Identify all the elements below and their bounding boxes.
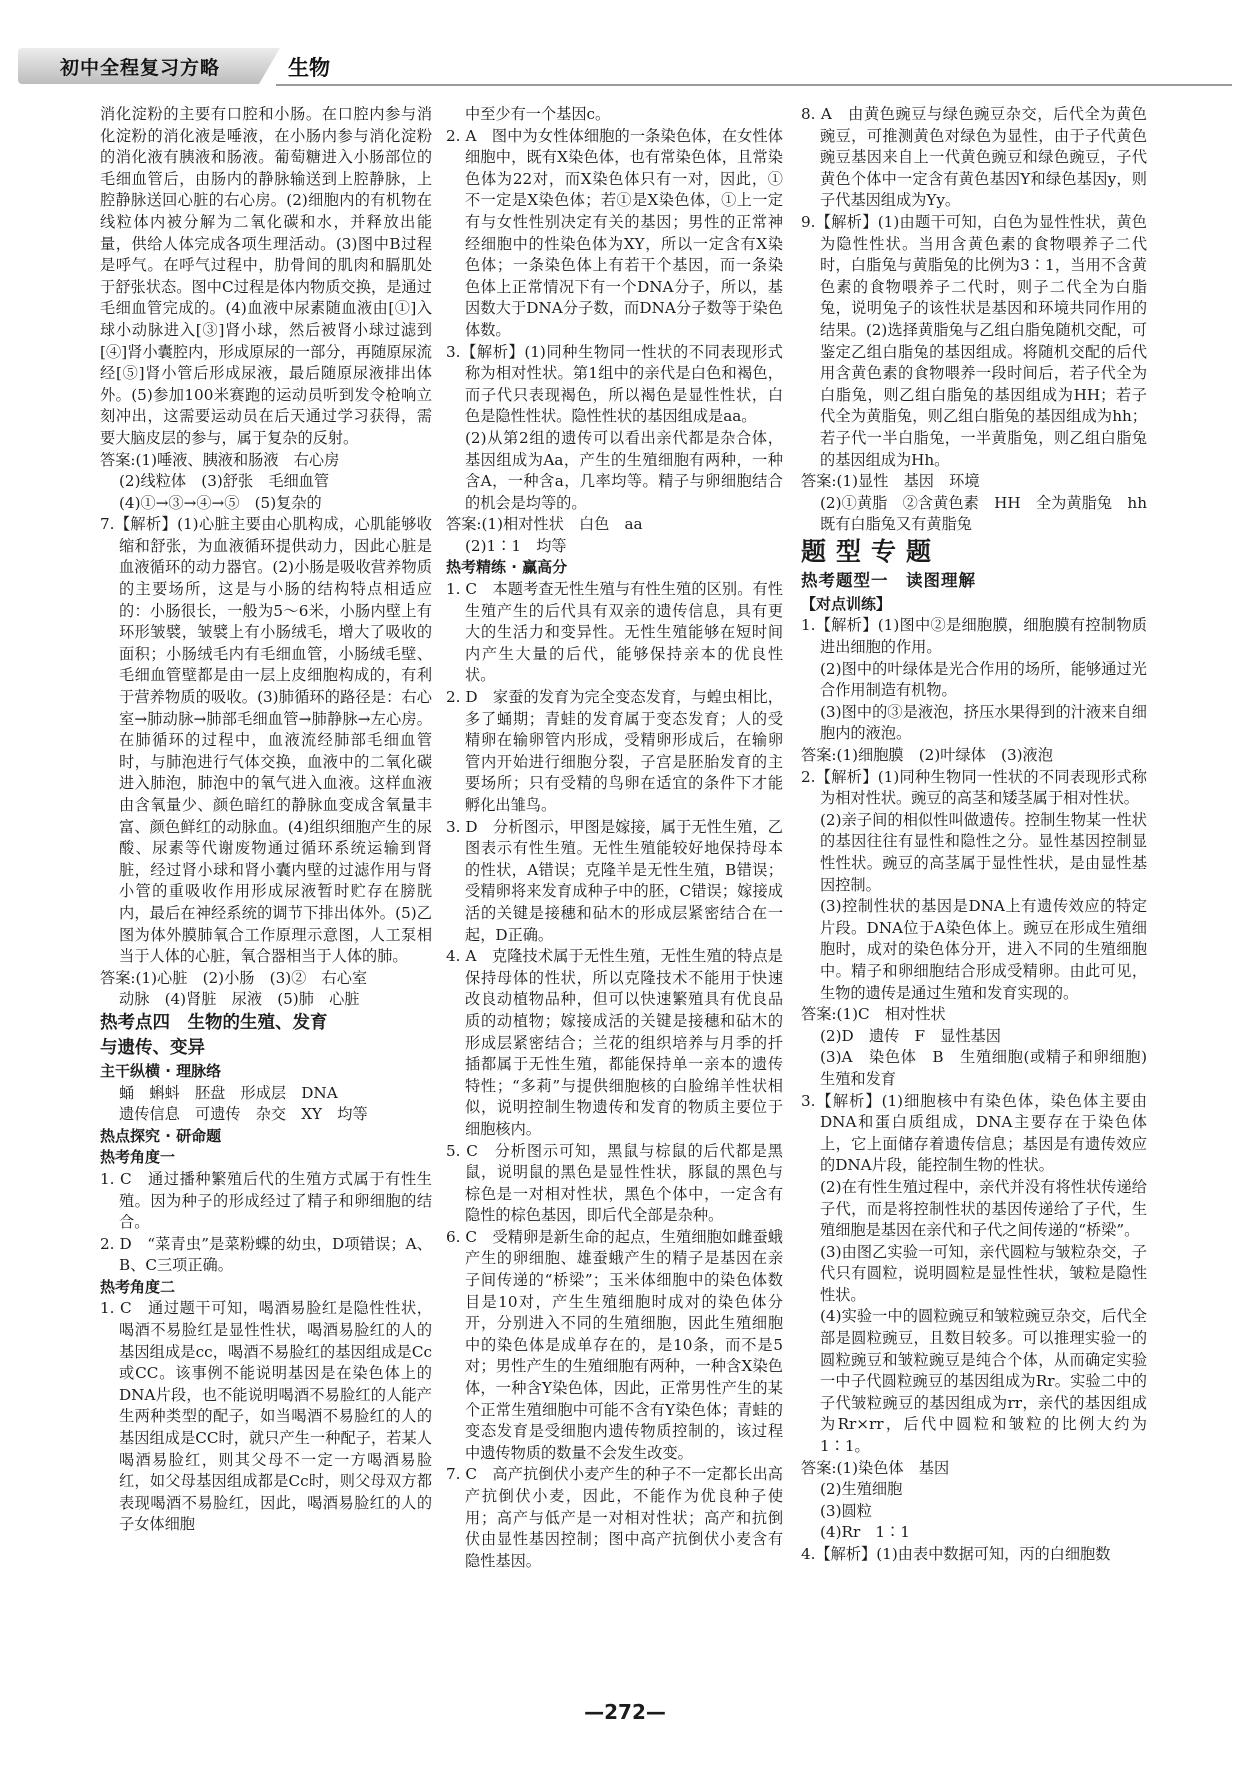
answer-item: 3.【解析】(1)同种生物同一性状的不同表现形式称为相对性状。第1组中的亲代是白色和褐色，而子代只表现褐色，所以褐色是显性性状，白色是隐性性状。隐性性状的基因组成是aa。: [446, 342, 783, 426]
answer-item: 2.【解析】(1)同种生物同一性状的不同表现形式称为相对性状。豌豆的高茎和矮茎属于相对性状。: [801, 767, 1147, 808]
answer-line: (2)图中的叶绿体是光合作用的场所，能够通过光合作用制造有机物。: [820, 659, 1147, 700]
column-right: [801, 104, 1163, 1566]
answer-key: 答案:(1)唾液、胰液和肠液 右心房: [100, 450, 340, 469]
column-middle: [446, 104, 783, 1572]
answer-item: 7. C 高产抗倒伏小麦产生的种子不一定都长出高产抗倒伏小麦，因此，不能作为优良种子使用；高产与低产是一对相对性状；高产和抗倒伏由显性基因控制；图中高产抗倒伏小麦含有隐性基因。: [446, 1465, 783, 1570]
answer-key: 答案:(1)相对性状 白色 aa: [446, 515, 643, 534]
answer-item: 2. D “菜青虫”是菜粉蝶的幼虫，D项错误；A、B、C三项正确。: [100, 1234, 432, 1275]
answer-key: 答案:(1)C 相对性状: [801, 1005, 946, 1024]
answer-line: (2)D 遗传 F 显性基因: [820, 1026, 1001, 1045]
section-title: 热考点四 生物的生殖、发育: [100, 1012, 328, 1033]
answer-line: 蛹 蝌蚪 胚盘 形成层 DNA: [119, 1083, 338, 1102]
answer-key: 答案:(1)心脏 (2)小肠 (3)② 右心室: [100, 968, 368, 987]
answer-line: (2)生殖细胞: [820, 1480, 903, 1499]
answer-item: 1. C 通过播种繁殖后代的生殖方式属于有性生殖。因为种子的形成经过了精子和卵细胞的结合。: [100, 1169, 432, 1232]
answer-item: 7.【解析】(1)心脏主要由心肌构成，心肌能够收缩和舒张，为血液循环提供动力，因此心脏是血液循环的动力器官。(2)小肠是吸收营养物质的主要场所，这是与小肠的结构特点相适应的：小肠很长，一般为5～6米，小肠内壁上有环形皱襞，皱襞上有小肠绒毛，增大了吸收的面积；小肠绒毛内有毛细血管，小肠绒毛壁、毛细血管壁都是由一层上皮细胞构成的，有利于营养物质的吸收。(3)肺循环的路径是：右心室→肺动脉→肺部毛细血管→肺静脉→左心房。在肺循环的过程中，血液流经肺部毛细血管时，与肺泡进行气体交换，血液中的二氧化碳进入肺泡，肺泡中的氧气进入血液。这样血液由含氧量少、颜色暗红的静脉血变成含氧量丰富、颜色鲜红的动脉血。(4)组织细胞产生的尿酸、尿素等代谢废物通过循环系统运输到肾脏，经过肾小球和肾小囊内壁的过滤作用与肾小管的重吸收作用形成尿液暂时贮存在膀胱内，最后在神经系统的调节下排出体外。(5)乙图为体外膜肺氧合工作原理示意图，人工泵相当于人体的心脏，氧合器相当于人体的肺。: [100, 515, 432, 966]
page-number: —272—: [584, 1700, 666, 1724]
answer-key: 答案:(1)显性 基因 环境: [801, 472, 980, 491]
answer-item: 4.【解析】(1)由表中数据可知，丙的白细胞数: [801, 1545, 1111, 1563]
answer-item: 5. C 分析图示可知，黑鼠与棕鼠的后代都是黑鼠，说明鼠的黑色是显性性状，豚鼠的黑色与棕色是一对相对性状，黑色个体中，一定含有隐性的棕色基因，即后代全部是杂种。: [446, 1141, 783, 1225]
answer-line: (2)从第2组的遗传可以看出亲代都是杂合体，基因组成为Aa，产生的生殖细胞有两种，一种含A，一种含a，几率均等。精子与卵细胞结合的机会是均等的。: [465, 428, 783, 512]
answer-item: 9.【解析】(1)由题干可知，白色为显性性状，黄色为隐性性状。当用含黄色素的食物喂养子二代时，白脂兔与黄脂兔的比例为3∶1，当用不含黄色素的食物喂养子二代时，则子二代全为白脂兔，说明兔子的该性状是基因和环境共同作用的结果。(2)选择黄脂兔与乙组白脂兔随机交配，可鉴定乙组白脂兔的基因组成。将随机交配的后代用含黄色素的食物喂养一段时间后，若子代全为白脂兔，则乙组白脂兔的基因组成为HH；若子代全为黄脂兔，则乙组白脂兔的基因组成为hh；若子代一半白脂兔，一半黄脂兔，则乙组白脂兔的基因组成为Hh。: [801, 212, 1147, 469]
answer-line: 遗传信息 可遗传 杂交 XY 均等: [119, 1105, 368, 1124]
answer-line: (2)线粒体 (3)舒张 毛细血管: [119, 472, 330, 491]
answer-line: (4)①→③→④→⑤ (5)复杂的: [119, 493, 322, 512]
answer-item: 2. D 家蚕的发育为完全变态发育，与蝗虫相比，多了蛹期；青蛙的发育属于变态发育；人的受精卵在输卵管内形成，受精卵形成后，在输卵管内开始进行细胞分裂，子宫是胚胎发育的主要场所；只有受精的鸟卵在适宜的条件下才能孵化出雏鸟。: [446, 688, 783, 814]
answer-line: (3)A 染色体 B 生殖细胞(或精子和卵细胞) 生殖和发育: [820, 1048, 1163, 1088]
answer-line: 动脉 (4)肾脏 尿液 (5)肺 心脏: [119, 990, 360, 1009]
angle-label: 【对点训练】: [801, 594, 892, 613]
page-header: [18, 48, 1232, 90]
answer-line: (2)1∶1 均等: [465, 536, 567, 555]
answer-line: (3)圆粒: [820, 1501, 872, 1520]
section-label: 热点探究 · 研命题: [100, 1126, 222, 1145]
angle-label: 热考角度二: [100, 1277, 176, 1296]
answer-item: 1. C 本题考查无性生殖与有性生殖的区别。有性生殖产生的后代具有双亲的遗传信息，具有更大的生活力和变异性。无性生殖能够在短时间内产生大量的后代，能够保持亲本的优良性状。: [446, 580, 783, 685]
answer-line: (3)控制性状的基因是DNA上有遗传效应的特定片段。DNA位于A染色体上。豌豆在形成生殖细胞时，成对的染色体分开，进入不同的生殖细胞中。精子和卵细胞结合形成受精卵。由此可见，生物的遗传是通过生殖和发育实现的。: [820, 897, 1147, 1002]
answer-item: 3. D 分析图示，甲图是嫁接，属于无性生殖，乙图表示有性生殖。无性生殖能较好地保持母本的性状，A错误；克隆羊是无性生殖，B错误；受精卵将来发育成种子中的胚，C错误；嫁接成活的关键是接穗和砧木的形成层紧密结合在一起，D正确。: [446, 817, 783, 944]
section-title: 与遗传、变异: [100, 1037, 205, 1058]
angle-label: 热考角度一: [100, 1148, 176, 1167]
book-title: 初中全程复习方略: [60, 57, 221, 79]
answer-item: 2. A 图中为女性体细胞的一条染色体，在女性体细胞中，既有X染色体，也有常染色体，且常染色体为22对，而X染色体只有一对，因此，①不一定是X染色体；若①是X染色体，①上一定有与女性性别决定有关的基因；男性的正常神经细胞中的性染色体为XY，所以一定含有X染色体；一条染色体上有若干个基因，而一条染色体上正常情况下有一个DNA分子，所以，基因数大于DNA分子数，而DNA分子数等于染色体数。: [446, 126, 783, 339]
answer-item: 1.【解析】(1)图中②是细胞膜，细胞膜有控制物质进出细胞的作用。: [801, 616, 1147, 657]
answer-line: (2)在有性生殖过程中，亲代并没有将性状传递给子代，而是将控制性状的基因传递给了子代，生殖细胞是基因在亲代和子代之间传递的“桥梁”。: [820, 1177, 1147, 1240]
answer-key: 答案:(1)细胞膜 (2)叶绿体 (3)液泡: [801, 746, 1053, 765]
answer-line: (2)亲子间的相似性叫做遗传。控制生物某一性状的基因往往有显性和隐性之分。显性基因控制显性性状。豌豆的高茎属于显性性状，是由显性基因控制。: [820, 810, 1147, 894]
answer-line: (4)实验一中的圆粒豌豆和皱粒豌豆杂交，后代全部是圆粒豌豆，且数目较多。可以推理实验一的圆粒豌豆和皱粒豌豆是纯合个体，从而确定实验一中子代圆粒豌豆的基因组成为Rr。实验二中的子代皱粒豌豆的基因组成为rr，亲代的基因组成为Rr×rr，后代中圆粒和皱粒的比例大约为1∶1。: [820, 1307, 1147, 1456]
chapter-title: 题型专题: [801, 536, 942, 566]
answer-line: (3)图中的③是液泡，挤压水果得到的汁液来自细胞内的液泡。: [820, 702, 1147, 743]
answer-line: (4)Rr 1∶1: [820, 1523, 910, 1542]
answer-line: (2)①黄脂 ②含黄色素 HH 全为黄脂兔 hh 既有白脂兔又有黄脂兔: [820, 493, 1163, 534]
answer-item: 3.【解析】(1)细胞核中有染色体，染色体主要由DNA和蛋白质组成，DNA主要存在于染色体上，它上面储存着遗传信息；基因是有遗传效应的DNA片段，能控制生物的性状。: [801, 1091, 1147, 1175]
column-left: [100, 104, 432, 1536]
answer-key: 答案:(1)染色体 基因: [801, 1458, 950, 1477]
answer-line: 中至少有一个基因c。: [465, 105, 611, 123]
section-label: 热考精练 · 赢高分: [446, 558, 568, 577]
answer-item: 1. C 通过题干可知，喝酒易脸红是隐性性状，喝酒不易脸红是显性性状，喝酒易脸红的人的基因组成是cc，喝酒不易脸红的基因组成是Cc或CC。该事例不能说明基因是在染色体上的DNA片段，也不能说明喝酒不易脸红的人能产生两种类型的配子，如当喝酒不易脸红的人的基因组成是CC时，就只产生一种配子，若某人喝酒易脸红，则其父母不一定一方喝酒易脸红，如父母基因组成都是Cc时，则父母双方都表现喝酒不易脸红，因此，喝酒易脸红的人的子女体细胞: [100, 1299, 432, 1534]
answer-item: 6. C 受精卵是新生命的起点，生殖细胞如雌蚕蛾产生的卵细胞、雄蚕蛾产生的精子是基因在亲子间传递的“桥梁”；玉米体细胞中的染色体数目是10对，产生生殖细胞时成对的染色体分开，分别进入不同的生殖细胞，因此生殖细胞中的染色体是成单存在的，是10条，而不是5对；男性产生的生殖细胞有两种，一种含X染色体，一种含Y染色体，因此，正常男性产生的某个正常生殖细胞中可能不含有Y染色体；青蛙的变态发育是受细胞内遗传物质控制的，该过程中遗传物质的数量不会发生改变。: [446, 1227, 783, 1462]
answer-item: 8. A 由黄色豌豆与绿色豌豆杂交，后代全为黄色豌豆，可推测黄色对绿色为显性，由于子代黄色豌豆基因来自上一代黄色豌豆和绿色豌豆，子代黄色个体中一定含有黄色基因Y和绿色基因y，则子代基因组成为Yy。: [801, 105, 1147, 210]
section-label: 主干纵横 · 理脉络: [100, 1061, 222, 1080]
header-rule: [276, 84, 1232, 86]
answer-line: (3)由图乙实验一可知，亲代圆粒与皱粒杂交，子代只有圆粒，说明圆粒是显性性状，皱粒是隐性性状。: [820, 1242, 1147, 1304]
paragraph: 消化淀粉的主要有口腔和小肠。在口腔内参与消化淀粉的消化液是唾液，在小肠内参与消化淀粉的消化液有胰液和肠液。葡萄糖进入小肠部位的毛细血管后，由肠内的静脉输送到上腔静脉，上腔静脉送回心脏的右心房。(2)细胞内的有机物在线粒体内被分解为二氧化碳和水，并释放出能量，供给人体完成各项生理活动。(3)图中B过程是呼气。在呼气过程中，肋骨间的肌肉和膈肌处于舒张状态。图中C过程是体内物质交换，是通过毛细血管完成的。(4)血液中尿素随血液由[①]入球小动脉进入[③]肾小球，然后被肾小球过滤到[④]肾小囊腔内，形成原尿的一部分，再随原尿流经[⑤]肾小管后形成尿液，最后随原尿液排出体外。(5)参加100米赛跑的运动员听到发令枪响立刻冲出，这需要运动员在后天通过学习获得，需要大脑皮层的参与，属于复杂的反射。: [100, 105, 432, 447]
subsection-title: 热考题型一 读图理解: [801, 570, 976, 590]
answer-item: 4. A 克隆技术属于无性生殖，无性生殖的特点是保持母体的性状，所以克隆技术不能用于快速改良动植物品种，但可以快速繁殖具有优良品质的动植物；嫁接成活的关键是接穗和砧木的形成层紧密结合；兰花的组织培养与月季的扦插都属于无性生殖，都能保持单一亲本的遗传特性；“多莉”与提供细胞核的白脸绵羊性状相似，说明控制生物遗传和发育的物质主要位于细胞核内。: [446, 947, 783, 1138]
subject-title: 生物: [288, 56, 330, 80]
